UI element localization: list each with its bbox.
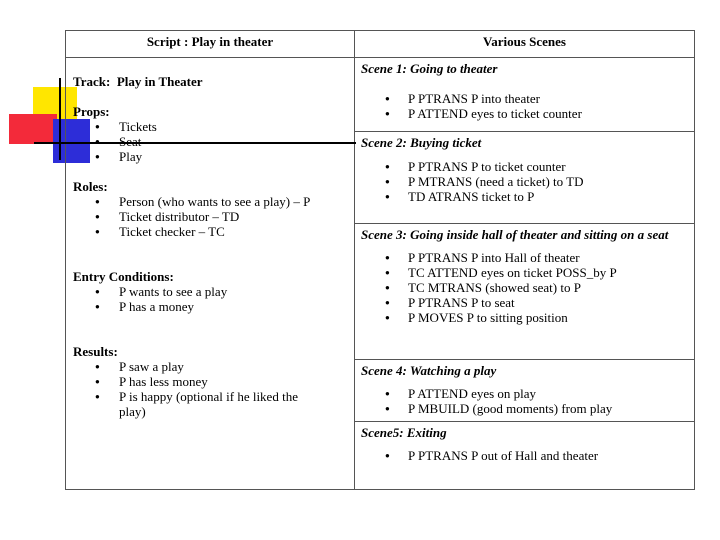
decor-vertical-line [59, 78, 61, 160]
list-item: ● P is happy (optional if he liked the play) [73, 389, 319, 419]
scene-title: Scene5: Exiting [361, 425, 447, 440]
list-item: ● Play [73, 149, 354, 164]
list-item: ● TC MTRANS (showed seat) to P [361, 280, 694, 295]
decor-horizontal-line [34, 142, 356, 144]
entry-title: Entry Conditions: [73, 269, 174, 284]
scene-2 [355, 132, 694, 224]
scenes-column [355, 31, 694, 489]
list-item: ● P has less money [73, 374, 354, 389]
props-title: Props: [73, 104, 110, 119]
track-value: Play in Theater [116, 74, 203, 89]
list-item: ● P MOVES P to sitting position [361, 310, 694, 325]
script-column [66, 31, 355, 489]
list-item: ● P ATTEND eyes on play [361, 386, 694, 401]
list-item: ● P saw a play [73, 359, 354, 374]
results-title: Results: [73, 344, 118, 359]
scene-title: Scene 4: Watching a play [361, 363, 497, 378]
results-list [73, 359, 354, 419]
scene-title: Scene 1: Going to theater [361, 61, 498, 76]
scene-title: Scene 3: Going inside hall of theater and sitting on a seat [361, 227, 669, 242]
right-header: Various Scenes [355, 31, 694, 58]
list-item: ● P PTRANS P to ticket counter [361, 159, 694, 174]
script-table [65, 30, 695, 490]
track-line [73, 74, 354, 89]
list-item: ● TD ATRANS ticket to P [361, 189, 694, 204]
list-item: ● P wants to see a play [73, 284, 354, 299]
scene-1 [355, 58, 694, 132]
roles-title: Roles: [73, 179, 108, 194]
list-item: ● Ticket distributor – TD [73, 209, 354, 224]
list-item: ● P ATTEND eyes to ticket counter [361, 106, 694, 121]
list-item: ● Tickets [73, 119, 354, 134]
list-item: ● P MTRANS (need a ticket) to TD [361, 174, 694, 189]
list-item: ● P MBUILD (good moments) from play [361, 401, 694, 416]
decor-red-bar [9, 114, 57, 144]
track-label: Track: [73, 74, 111, 89]
scene-5 [355, 422, 694, 488]
list-item: ● Person (who wants to see a play) – P [73, 194, 354, 209]
roles-list [73, 194, 354, 239]
list-item: ● P PTRANS P out of Hall and theater [361, 448, 694, 463]
scene-3 [355, 224, 694, 360]
scene-title: Scene 2: Buying ticket [361, 135, 482, 150]
scene-4 [355, 360, 694, 422]
left-header: Script : Play in theater [66, 31, 354, 58]
entry-list [73, 284, 354, 314]
list-item: ● TC ATTEND eyes on ticket POSS_by P [361, 265, 694, 280]
list-item: ● P PTRANS P into theater [361, 91, 694, 106]
list-item: ● P PTRANS P into Hall of theater [361, 250, 694, 265]
list-item: ● P has a money [73, 299, 354, 314]
list-item: ● P PTRANS P to seat [361, 295, 694, 310]
list-item: ● Ticket checker – TC [73, 224, 354, 239]
